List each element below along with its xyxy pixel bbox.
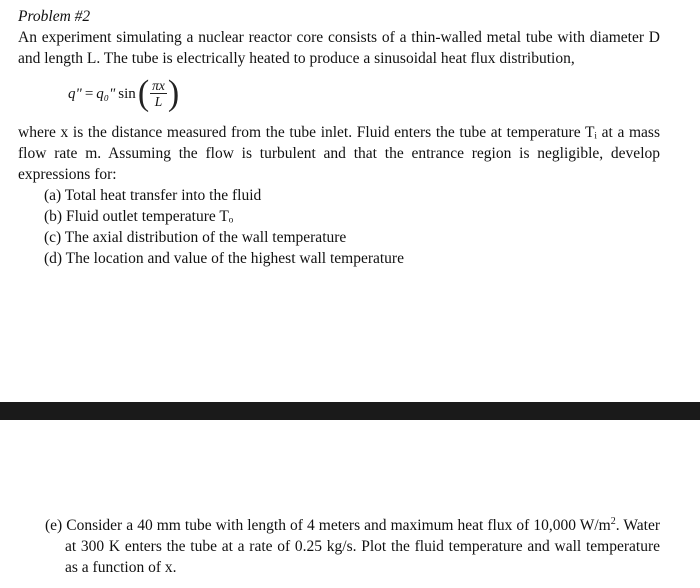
list-item: (c) The axial distribution of the wall temperature bbox=[44, 229, 347, 246]
problem-intro: An experiment simulating a nuclear reactor core consists of a thin-walled metal tube with diameter D and length L. The tube is electrically heated to produce a sinusoidal heat flux distribution, bbox=[18, 29, 660, 67]
equation-sin: sin bbox=[118, 85, 136, 102]
part-e-section bbox=[0, 515, 700, 578]
right-paren: ) bbox=[167, 74, 180, 113]
equation-numerator: πx bbox=[152, 78, 165, 93]
page-divider bbox=[0, 402, 700, 420]
parts-list bbox=[18, 185, 660, 269]
list-item: (a) Total heat transfer into the fluid bbox=[44, 187, 262, 204]
part-e-text bbox=[45, 515, 660, 578]
problem-body: where x is the distance measured from the tube inlet. Fluid enters the tube at temperature Tᵢ at a mass flow rate m. Assuming the flow is turbulent and that the entrance region is negligible, develop expressions for: bbox=[18, 124, 660, 183]
equation-denominator: L bbox=[154, 94, 163, 109]
problem-title: Problem #2 bbox=[18, 8, 91, 25]
list-item: (b) Fluid outlet temperature Tₒ bbox=[44, 208, 234, 225]
part-e-text-after: . Water at 300 K enters the tube at a rate of 0.25 kg/s. Plot the fluid temperature and wall temperature as a function of x. bbox=[65, 517, 660, 576]
equation-fraction bbox=[150, 78, 167, 110]
equation-equals: = bbox=[84, 85, 94, 102]
problem-statement bbox=[0, 6, 700, 269]
equation-coefficient: q₀" bbox=[96, 85, 116, 102]
part-e-superscript: 2 bbox=[610, 515, 616, 527]
left-paren: ( bbox=[137, 74, 150, 113]
list-item: (d) The location and value of the highest wall temperature bbox=[44, 250, 404, 267]
heat-flux-equation bbox=[18, 72, 660, 118]
part-e-text-before: (e) Consider a 40 mm tube with length of 4 meters and maximum heat flux of 10,000 W/m bbox=[45, 517, 611, 534]
equation-lhs: q" bbox=[68, 85, 82, 102]
equation-argument bbox=[138, 76, 179, 112]
